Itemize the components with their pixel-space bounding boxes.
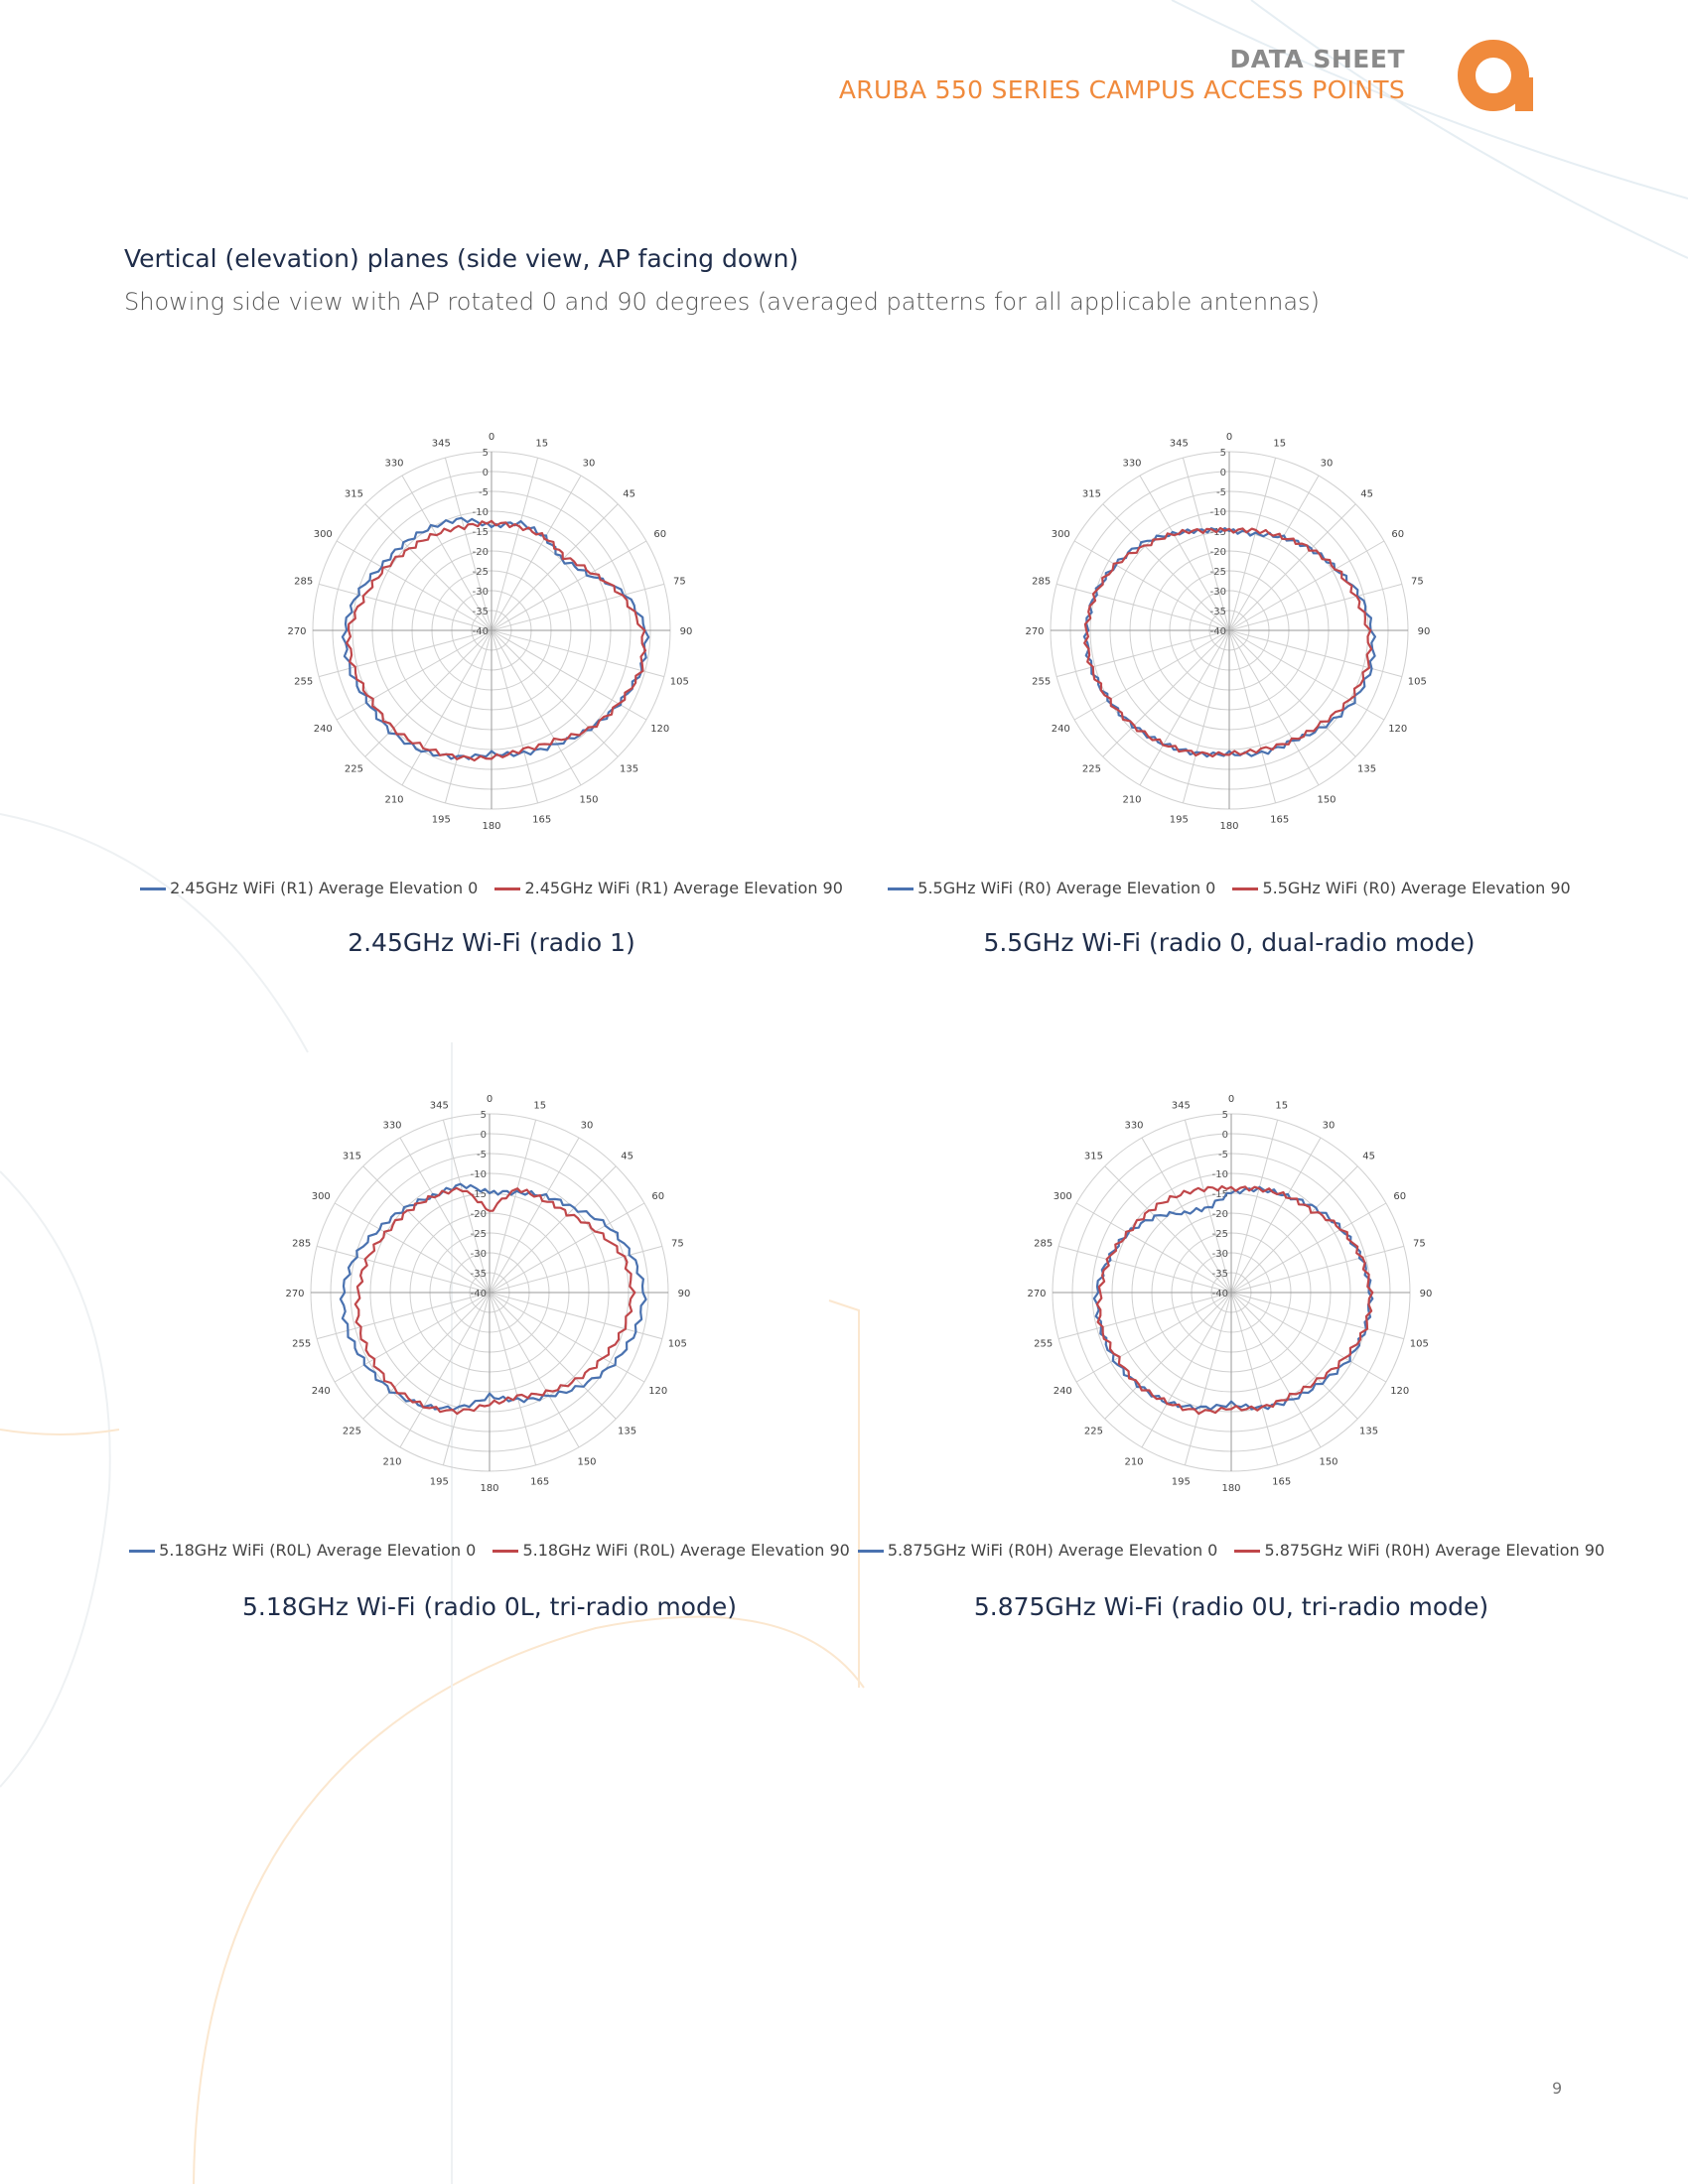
radial-tick-label: -35	[1209, 607, 1226, 617]
grid-spoke	[365, 630, 492, 756]
angle-tick-label: 120	[1390, 1386, 1410, 1397]
grid-spoke	[443, 1293, 490, 1465]
grid-spoke	[1231, 1293, 1404, 1339]
angle-tick-label: 150	[1319, 1456, 1338, 1468]
legend-item-elevation-90	[494, 879, 842, 897]
radial-tick-label: -10	[1209, 507, 1226, 518]
polar-grid	[1053, 1114, 1410, 1471]
angle-tick-label: 225	[1083, 1426, 1103, 1437]
radial-tick-label: 5	[1221, 1110, 1228, 1121]
angle-tick-label: 105	[1407, 676, 1427, 688]
grid-spoke	[490, 1293, 536, 1465]
angle-tick-label: 165	[530, 1476, 550, 1488]
angle-tick-label: 75	[672, 576, 686, 588]
angle-tick-label: 30	[1320, 458, 1334, 470]
grid-spoke	[363, 1293, 490, 1419]
grid-spoke	[445, 458, 492, 630]
angle-tick-label: 135	[1359, 1426, 1379, 1437]
radial-tick-label: -15	[472, 527, 489, 538]
radial-tick-label: -15	[1211, 1189, 1228, 1200]
radial-tick-label: -25	[1211, 1229, 1228, 1240]
polar-chart-2.45ghz	[170, 392, 843, 988]
angle-tick-label: 240	[1051, 724, 1070, 735]
angle-tick-label: 285	[294, 576, 314, 588]
angle-tick-label: 180	[480, 1483, 499, 1494]
radial-tick-label: -10	[470, 1169, 487, 1180]
angle-tick-label: 60	[1393, 1191, 1407, 1202]
angle-tick-label: 90	[677, 1289, 691, 1299]
legend-label: 2.45GHz WiFi (R1) Average Elevation 90	[524, 879, 843, 897]
legend-item-elevation-90	[1232, 879, 1570, 897]
legend-item-elevation-0	[129, 1541, 476, 1560]
angle-tick-label: 90	[1417, 626, 1431, 637]
grid-spoke	[490, 1166, 616, 1293]
radial-tick-label: -20	[472, 547, 489, 558]
angle-tick-label: 105	[1409, 1338, 1429, 1350]
angle-tick-label: 315	[342, 1151, 361, 1162]
grid-spoke	[1103, 630, 1229, 756]
chart-caption: 2.45GHz Wi-Fi (radio 1)	[348, 928, 635, 957]
angle-tick-label: 75	[1410, 576, 1424, 588]
angle-tick-label: 225	[342, 1426, 361, 1437]
angle-tick-label: 270	[285, 1289, 305, 1299]
product-title: ARUBA 550 SERIES CAMPUS ACCESS POINTS	[838, 75, 1405, 105]
angle-tick-label: 45	[1362, 1151, 1375, 1162]
page-header	[839, 44, 1405, 106]
radial-tick-label: 5	[482, 448, 489, 459]
legend-label: 5.18GHz WiFi (R0L) Average Elevation 90	[522, 1541, 850, 1560]
angle-tick-label: 240	[311, 1386, 331, 1397]
radial-tick-label: -35	[1211, 1269, 1228, 1280]
angle-tick-label: 90	[679, 626, 693, 637]
radial-tick-label: -15	[1209, 527, 1226, 538]
series-line-elevation-90	[1097, 1186, 1373, 1414]
angle-tick-label: 255	[294, 676, 314, 688]
legend-label: 5.5GHz WiFi (R0) Average Elevation 90	[1262, 879, 1571, 897]
angle-tick-label: 210	[1122, 794, 1142, 806]
grid-spoke	[1058, 1293, 1231, 1339]
angle-tick-label: 225	[344, 763, 363, 775]
angle-tick-label: 345	[431, 438, 451, 450]
angle-tick-label: 135	[1357, 763, 1377, 775]
angle-tick-label: 105	[667, 1338, 687, 1350]
angle-tick-label: 15	[533, 1100, 547, 1112]
radial-tick-label: 0	[1219, 468, 1226, 478]
angle-tick-label: 255	[1032, 676, 1052, 688]
radial-tick-label: -40	[1209, 626, 1226, 637]
chart-caption: 5.5GHz Wi-Fi (radio 0, dual-radio mode)	[983, 928, 1476, 957]
polar-chart-svg	[971, 392, 1487, 869]
angle-tick-label: 180	[1219, 821, 1239, 832]
radial-tick-label: -30	[1211, 1249, 1228, 1260]
grid-spoke	[445, 630, 492, 803]
chart-caption: 5.875GHz Wi-Fi (radio 0U, tri-radio mode)	[973, 1592, 1489, 1621]
polar-grid	[313, 452, 670, 809]
angle-tick-label: 15	[1275, 1100, 1289, 1112]
angle-tick-label: 60	[1391, 529, 1405, 540]
radial-tick-label: -5	[479, 487, 489, 498]
angle-tick-label: 90	[1419, 1289, 1433, 1299]
angle-tick-label: 270	[1027, 1289, 1047, 1299]
polar-chart-svg	[231, 1054, 748, 1531]
polar-chart-svg	[233, 392, 750, 869]
grid-spoke	[1056, 584, 1229, 630]
angle-tick-label: 30	[580, 1120, 594, 1132]
angle-tick-label: 330	[1122, 458, 1142, 470]
grid-spoke	[492, 630, 664, 677]
angle-tick-label: 195	[1171, 1476, 1191, 1488]
angle-tick-label: 30	[582, 458, 596, 470]
page-number: 9	[1552, 2079, 1563, 2098]
angle-tick-label: 135	[618, 1426, 637, 1437]
angle-tick-label: 0	[1227, 1094, 1235, 1105]
radial-tick-label: -20	[470, 1209, 487, 1220]
aruba-logo-icon	[1458, 38, 1537, 117]
chart-legend	[104, 879, 879, 897]
angle-tick-label: 270	[287, 626, 307, 637]
chart-caption: 5.18GHz Wi-Fi (radio 0L, tri-radio mode)	[242, 1592, 737, 1621]
legend-item-elevation-0	[140, 879, 478, 897]
grid-spoke	[492, 458, 538, 630]
radial-tick-label: 0	[1221, 1130, 1228, 1141]
series-line-elevation-90	[355, 1188, 635, 1414]
radial-tick-label: 0	[480, 1130, 487, 1141]
angle-tick-label: 180	[1221, 1483, 1241, 1494]
angle-tick-label: 285	[292, 1238, 312, 1250]
angle-tick-label: 345	[429, 1100, 449, 1112]
angle-tick-label: 165	[1270, 814, 1290, 826]
legend-label: 5.875GHz WiFi (R0H) Average Elevation 0	[887, 1541, 1218, 1560]
angle-tick-label: 180	[482, 821, 501, 832]
angle-tick-label: 135	[620, 763, 639, 775]
angle-tick-label: 0	[488, 432, 495, 443]
angle-tick-label: 45	[623, 488, 635, 500]
radial-tick-label: -20	[1209, 547, 1226, 558]
radial-tick-label: -30	[470, 1249, 487, 1260]
grid-spoke	[1231, 1120, 1278, 1293]
angle-tick-label: 330	[384, 458, 404, 470]
angle-tick-label: 150	[577, 1456, 597, 1468]
angle-tick-label: 330	[1124, 1120, 1144, 1132]
legend-label: 5.875GHz WiFi (R0H) Average Elevation 90	[1264, 1541, 1606, 1560]
radial-tick-label: -40	[470, 1289, 487, 1299]
angle-tick-label: 165	[1272, 1476, 1292, 1488]
chart-legend	[844, 1541, 1618, 1560]
angle-tick-label: 225	[1081, 763, 1101, 775]
grid-spoke	[1231, 1293, 1278, 1465]
legend-item-elevation-90	[492, 1541, 849, 1560]
radial-tick-label: 5	[480, 1110, 487, 1121]
angle-tick-label: 315	[344, 488, 363, 500]
grid-spoke	[1183, 458, 1229, 630]
angle-tick-label: 255	[1034, 1338, 1054, 1350]
radial-tick-label: -15	[470, 1189, 487, 1200]
grid-spoke	[1056, 630, 1229, 677]
grid-spoke	[1105, 1293, 1231, 1419]
grid-spoke	[492, 630, 538, 803]
angle-tick-label: 300	[1051, 529, 1070, 540]
polar-grid	[311, 1114, 668, 1471]
angle-tick-label: 210	[1124, 1456, 1144, 1468]
angle-tick-label: 195	[1169, 814, 1189, 826]
doc-type-label: DATA SHEET	[1229, 45, 1405, 73]
polar-chart-5.5ghz	[917, 392, 1571, 988]
angle-tick-label: 75	[1412, 1238, 1426, 1250]
angle-tick-label: 240	[313, 724, 333, 735]
angle-tick-label: 330	[382, 1120, 402, 1132]
radial-tick-label: -35	[472, 607, 489, 617]
radial-tick-label: -5	[477, 1150, 487, 1160]
chart-legend	[102, 1541, 877, 1560]
radial-tick-label: -30	[1209, 587, 1226, 598]
angle-tick-label: 300	[311, 1191, 331, 1202]
angle-tick-label: 210	[382, 1456, 402, 1468]
angle-tick-label: 15	[1273, 438, 1287, 450]
angle-tick-label: 165	[532, 814, 552, 826]
angle-tick-label: 120	[1388, 724, 1408, 735]
angle-tick-label: 285	[1032, 576, 1052, 588]
angle-tick-label: 105	[669, 676, 689, 688]
grid-spoke	[1183, 630, 1229, 803]
radial-tick-label: 0	[482, 468, 489, 478]
radial-tick-label: -20	[1211, 1209, 1228, 1220]
radial-tick-label: -10	[472, 507, 489, 518]
radial-tick-label: -5	[1218, 1150, 1228, 1160]
grid-spoke	[1229, 630, 1276, 803]
legend-label: 5.18GHz WiFi (R0L) Average Elevation 0	[159, 1541, 477, 1560]
polar-chart-5.18ghz	[159, 1054, 850, 1650]
grid-spoke	[1058, 1246, 1231, 1293]
radial-tick-label: -35	[470, 1269, 487, 1280]
radial-tick-label: -25	[472, 567, 489, 578]
angle-tick-label: 300	[1053, 1191, 1072, 1202]
angle-tick-label: 285	[1034, 1238, 1054, 1250]
grid-spoke	[443, 1120, 490, 1293]
angle-tick-label: 315	[1083, 1151, 1103, 1162]
angle-tick-label: 270	[1025, 626, 1045, 637]
angle-tick-label: 120	[648, 1386, 668, 1397]
legend-label: 2.45GHz WiFi (R1) Average Elevation 0	[170, 879, 479, 897]
angle-tick-label: 345	[1169, 438, 1189, 450]
section-title: Vertical (elevation) planes (side view, AP facing down)	[124, 244, 799, 273]
angle-tick-label: 75	[670, 1238, 684, 1250]
angle-tick-label: 60	[651, 1191, 665, 1202]
legend-item-elevation-0	[858, 1541, 1217, 1560]
section-subtitle: Showing side view with AP rotated 0 and 90 degrees (averaged patterns for all applicable antennas)	[124, 288, 1320, 316]
angle-tick-label: 255	[292, 1338, 312, 1350]
angle-tick-label: 315	[1081, 488, 1101, 500]
angle-tick-label: 0	[486, 1094, 493, 1105]
polar-chart-5.875ghz	[887, 1054, 1606, 1650]
radial-tick-label: -25	[470, 1229, 487, 1240]
grid-spoke	[1229, 458, 1276, 630]
angle-tick-label: 150	[1317, 794, 1336, 806]
angle-tick-label: 0	[1225, 432, 1233, 443]
grid-spoke	[1185, 1293, 1231, 1465]
angle-tick-label: 15	[535, 438, 549, 450]
angle-tick-label: 120	[650, 724, 670, 735]
grid-spoke	[1229, 584, 1402, 630]
angle-tick-label: 345	[1171, 1100, 1191, 1112]
chart-legend	[842, 879, 1617, 897]
radial-tick-label: -10	[1211, 1169, 1228, 1180]
angle-tick-label: 60	[653, 529, 667, 540]
grid-spoke	[1229, 504, 1355, 630]
grid-spoke	[1231, 1246, 1404, 1293]
radial-tick-label: -30	[472, 587, 489, 598]
angle-tick-label: 195	[431, 814, 451, 826]
angle-tick-label: 30	[1322, 1120, 1336, 1132]
radial-tick-label: 5	[1219, 448, 1226, 459]
angle-tick-label: 210	[384, 794, 404, 806]
angle-tick-label: 300	[313, 529, 333, 540]
radial-tick-label: -40	[472, 626, 489, 637]
polar-chart-svg	[973, 1054, 1489, 1531]
angle-tick-label: 240	[1053, 1386, 1072, 1397]
angle-tick-label: 195	[429, 1476, 449, 1488]
legend-item-elevation-90	[1234, 1541, 1605, 1560]
legend-label: 5.5GHz WiFi (R0) Average Elevation 0	[917, 879, 1216, 897]
radial-tick-label: -25	[1209, 567, 1226, 578]
legend-item-elevation-0	[888, 879, 1215, 897]
angle-tick-label: 150	[579, 794, 599, 806]
radial-tick-label: -5	[1216, 487, 1226, 498]
angle-tick-label: 45	[1360, 488, 1373, 500]
angle-tick-label: 45	[621, 1151, 633, 1162]
radial-tick-label: -40	[1211, 1289, 1228, 1299]
series-line-elevation-0	[341, 1184, 646, 1411]
